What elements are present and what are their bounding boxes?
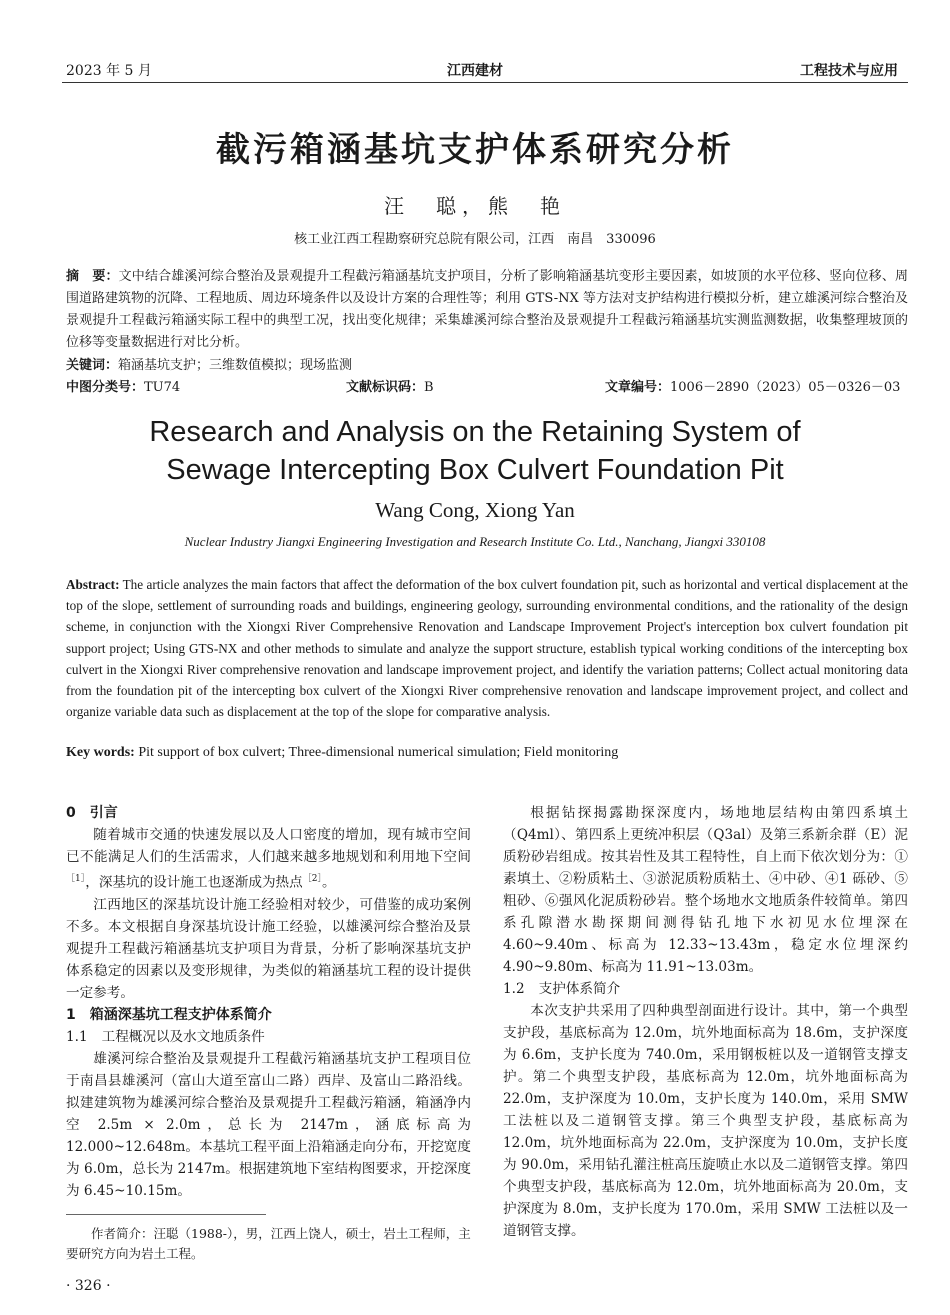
section-1-1-number: 1.1 (66, 1028, 88, 1045)
english-abstract-text: The article analyzes the main factors that affect the deformation of the box culvert foundation pit, such as horizontal and vertical displacement at the top of the slope, settlement of surrounding roads and buildings, engineering geology, surrounding environmental conditions, and the rationality of the design scheme, in conjunction with the Xiongxi River Comprehensive Renovation and Landscape Improvement Project's interception box culvert foundation pit support project; Using GTS-NX and other methods to simulate and analyze the support structure, establish typical working conditions of the intercepting box culvert in the Xiongxi River comprehensive renovation and landscape improvement project, and identify the variation patterns; Collect actual monitoring data from the foundation pit of the intercepting box culvert of the Xiongxi River comprehensive renovation and landscape improvement project, and collect and organize variable data such as displacement at the top of the slope for comparative analysis. (66, 577, 908, 720)
section-1-heading (66, 1004, 471, 1026)
author-footnote: 作者简介：汪聪（1988-），男，江西上饶人，硕士，岩土工程师，主要研究方向为岩土工程。 (66, 1226, 471, 1261)
header-divider (62, 82, 908, 83)
citation-1: ［1］ (66, 874, 86, 884)
english-title-line-1: Research and Analysis on the Retaining System of (149, 416, 801, 448)
chinese-keywords-text: 箱涵基坑支护；三维数值模拟；现场监测 (118, 358, 353, 373)
english-authors: Wang Cong, Xiong Yan (375, 498, 575, 522)
clc-label: 中图分类号： (66, 380, 145, 395)
section-0-number: 0 (66, 805, 76, 821)
paragraph-text: 。 (321, 874, 336, 891)
chinese-affiliation: 核工业江西工程勘察研究总院有限公司，江西 南昌 330096 (294, 232, 656, 247)
english-keywords-text: Pit support of box culvert; Three-dimensional numerical simulation; Field monitoring (138, 745, 619, 760)
english-keywords (66, 745, 908, 761)
english-abstract-label: Abstract: (66, 577, 120, 592)
article-number (605, 376, 900, 395)
english-title-line-2: Sewage Intercepting Box Culvert Foundation Pit (166, 454, 784, 486)
section-1-1-title: 工程概况以及水文地质条件 (101, 1028, 265, 1045)
section-1-number: 1 (66, 1006, 76, 1023)
chinese-authors: 汪 聪，熊 艳 (384, 194, 566, 218)
section-1-1-paragraph-1: 雄溪河综合整治及景观提升工程截污箱涵基坑支护工程项目位于南昌县雄溪河（富山大道至富山二路）西岸、及富山二路沿线。拟建建筑物为雄溪河综合整治及景观提升工程截污箱涵，箱涵净内空 2.5m × 2.0m，总长为 2147m，涵底标高为 12.000~12.648m。本基坑工程平面上沿箱涵走向分布，开挖宽度为 6.0m，总长为 2147m。根据建筑地下室结构图要求，开挖深度为 6.45~10.15m。 (66, 1050, 471, 1199)
footnote-divider (66, 1214, 266, 1215)
document-code (346, 376, 434, 395)
article-no-label: 文章编号： (605, 380, 671, 395)
chinese-abstract-text: 文中结合雄溪河综合整治及景观提升工程截污箱涵基坑支护项目，分析了影响箱涵基坑变形主要因素，如坡顶的水平位移、竖向位移、周围道路建筑物的沉降、工程地质、周边环境条件以及设计方案的合理性等；利用 GTS-NX 等方法对支护结构进行模拟分析，建立雄溪河综合整治及景观提升工程截污箱涵实际工程中的典型工况，找出变化规律；采集雄溪河综合整治及景观提升工程截污箱涵基坑实测监测数据，收集整理坡顶的位移等变量数据进行对比分析。 (66, 269, 908, 350)
journal-name: 江西建材 (447, 63, 503, 79)
article-no-value: 1006－2890（2023）05－0326－03 (670, 380, 901, 395)
section-0-title: 引言 (89, 805, 118, 821)
chinese-keywords-label: 关键词： (66, 358, 119, 373)
doc-code-value: B (424, 380, 434, 395)
doc-code-label: 文献标识码： (346, 380, 425, 395)
clc-value: TU74 (144, 380, 181, 395)
section-1-2-heading (503, 978, 908, 1000)
section-1-2-title: 支护体系简介 (538, 981, 621, 997)
english-abstract (66, 574, 908, 722)
body-column-right (503, 802, 908, 1242)
paragraph-text: 随着城市交通的快速发展以及人口密度的增加，现有城市空间已不能满足人们的生活需求，人们越来越多地规划和利用地下空间 (66, 827, 471, 865)
chinese-title: 截污箱涵基坑支护体系研究分析 (216, 130, 734, 170)
section-0-paragraph-2: 江西地区的深基坑设计施工经验相对较少，可借鉴的成功案例不多。本文根据自身深基坑设计施工经验，以雄溪河综合整治及景观提升工程截污箱涵基坑支护项目为背景，分析了影响深基坑支护体系稳定的因素以及变形规律，为类似的箱涵基坑工程的设计提供一定参考。 (66, 896, 471, 1001)
section-name: 工程技术与应用 (800, 63, 898, 79)
section-1-1-heading (66, 1026, 471, 1048)
section-1-2-paragraph-1: 本次支护共采用了四种典型剖面进行设计。其中，第一个典型支护段，基底标高为 12.0m，坑外地面标高为 18.6m，支护深度为 6.6m，支护长度为 740.0m，采用钢板桩以及一道钢管支撑支护。第二个典型支护段，基底标高为 12.0m，坑外地面标高为 22.0m，支护深度为 10.0m，支护长度为 140.0m，采用 SMW 工法桩以及二道钢管支撑。第三个典型支护段，基底标高为 12.0m，坑外地面标高为 22.0m，支护深度为 10.0m，支护长度为 90.0m，采用钻孔灌注桩高压旋喷止水以及二道钢管支撑。第四个典型支护段，基底标高为 12.0m，坑外地面标高为 20.0m，支护深度为 8.0m，支护长度为 170.0m，采用 SMW 工法桩以及一道钢管支撑。 (503, 1003, 908, 1239)
section-1-title: 箱涵深基坑工程支护体系简介 (89, 1006, 272, 1023)
issue-date: 2023 年 5 月 (66, 63, 152, 79)
english-keywords-label: Key words: (66, 745, 135, 760)
english-title (0, 413, 950, 489)
english-affiliation: Nuclear Industry Jiangxi Engineering Investigation and Research Institute Co. Ltd., Nanchang, Jiangxi 330108 (184, 534, 766, 549)
paragraph-text: ，深基坑的设计施工也逐渐成为热点 (85, 874, 303, 891)
body-column-left (66, 802, 471, 1202)
chinese-keywords (66, 354, 908, 373)
section-0-heading (66, 802, 471, 824)
section-1-1-paragraph-2: 根据钻探揭露勘探深度内，场地地层结构由第四系填土（Q4ml）、第四系上更统冲积层（Q3al）及第三系新余群（E）泥质粉砂岩组成。按其岩性及其工程特性，自上而下依次划分为：①素填土、②粉质粘土、③淤泥质粉质粘土、④中砂、④1 砾砂、⑤粗砂、⑥强风化泥质粉砂岩。整个场地水文地质条件较简单。第四系孔隙潜水勘探期间测得钻孔地下水初见水位埋深在 4.60~9.40m、标高为 12.33~13.43m，稳定水位埋深约 4.90~9.80m、标高为 11.91~13.03m。 (503, 805, 908, 975)
chinese-abstract-label: 摘 要： (66, 269, 119, 284)
section-0-paragraph-1 (66, 824, 471, 894)
chinese-abstract (66, 266, 908, 354)
page-number: · 326 · (66, 1278, 111, 1294)
section-1-2-number: 1.2 (503, 981, 525, 997)
citation-2: ［2］ (302, 874, 322, 884)
clc-number (66, 376, 180, 395)
